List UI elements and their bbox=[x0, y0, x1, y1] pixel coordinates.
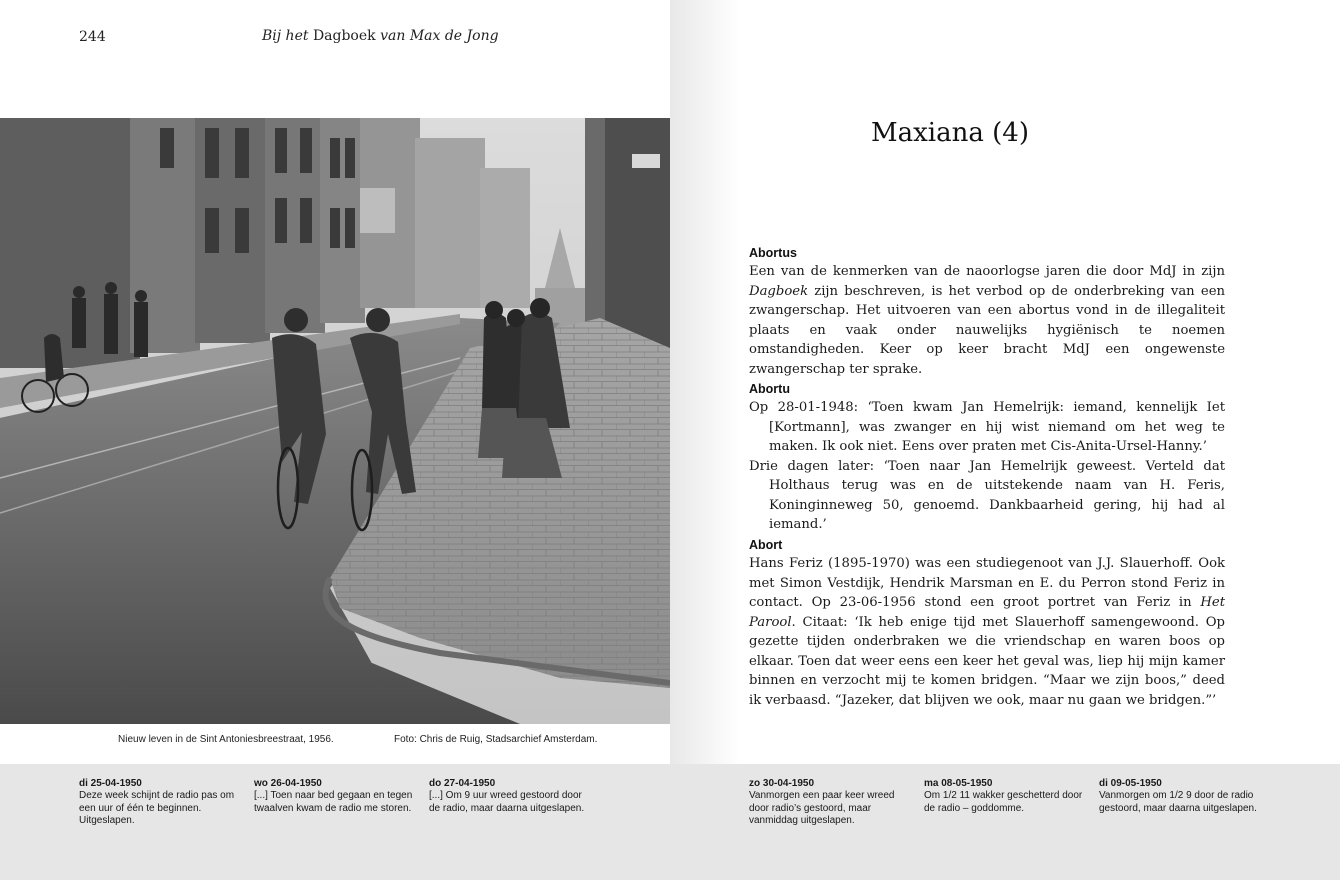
running-head-book-title: Dagboek bbox=[312, 28, 376, 44]
diary-entry bbox=[924, 778, 1086, 815]
diary-date: ma 08-05-1950 bbox=[924, 778, 993, 789]
diary-text: Deze week schijnt de radio pas om een uur of één te beginnen. Uitgeslapen. bbox=[79, 790, 235, 827]
running-head-part3: van Max de Jong bbox=[375, 28, 499, 44]
section-heading: Abortus bbox=[749, 246, 797, 260]
chapter-title: Maxiana (4) bbox=[871, 118, 1029, 148]
section-abortus bbox=[749, 246, 1225, 379]
diary-date: di 09-05-1950 bbox=[1099, 778, 1162, 789]
paragraph-text: Een van de kenmerken van de naoorlogse jaren die door MdJ in zijn bbox=[749, 264, 1225, 279]
section-abort bbox=[749, 538, 1225, 710]
diary-quote: Op 28-01-1948: ‘Toen kwam Jan Hemelrijk: iemand, kennelijk Iet [Kortmann], was zwanger en hij wist niemand om het weg te maken. Ik ook niet. Eens over praten met Cis-Anita-Ursel-Hanny.’ bbox=[749, 400, 1225, 454]
diary-entry bbox=[1099, 778, 1261, 815]
diary-date: zo 30-04-1950 bbox=[749, 778, 815, 789]
diary-entry bbox=[429, 778, 591, 815]
section-heading: Abortu bbox=[749, 382, 790, 396]
diary-text: Vanmorgen om 1/2 9 door de radio gestoord, maar daarna uitgeslapen. bbox=[1099, 790, 1257, 814]
diary-text: [...] Om 9 uur wreed gestoord door de radio, maar daarna uitgeslapen. bbox=[429, 790, 585, 814]
paragraph-text: Hans Feriz (1895-1970) was een studiegenoot van J.J. Slauerhoff. Ook met Simon Vestdijk, Hendrik Marsman en E. du Perron stond Feriz in contact. Op 23-06-1956 stond een groot portret van Feriz in bbox=[749, 556, 1225, 610]
diary-entry bbox=[254, 778, 416, 815]
section-paragraph bbox=[749, 262, 1225, 379]
page-number: 244 bbox=[79, 29, 106, 45]
diary-entry bbox=[749, 778, 911, 828]
diary-text: Om 1/2 11 wakker geschetterd door de radio – goddomme. bbox=[924, 790, 1083, 814]
paragraph-italic: Het Parool bbox=[749, 595, 1225, 630]
diary-entry bbox=[79, 778, 241, 828]
street-photo bbox=[0, 118, 670, 724]
section-paragraph bbox=[749, 554, 1225, 710]
section-abortu bbox=[749, 382, 1225, 535]
diary-text: Vanmorgen een paar keer wreed door radio’s gestoord, maar vanmiddag uitgeslapen. bbox=[749, 790, 895, 827]
running-head bbox=[262, 28, 499, 44]
paragraph-italic: Dagboek bbox=[749, 283, 809, 299]
paragraph-text: . Citaat: ‘Ik heb enige tijd met Slauerhoff samengewoond. Op gezette tijden onderbraken we die vriendschap en waren boos op elkaar. Toen dat weer eens een keer het geval was, liep hij mijn kamer binnen en verzocht mij te komen bridgen. “Maar we zijn boos,” deed ik verbaasd. “Jazeker, dat blijven we ook, maar nu gaan we bridgen.”’ bbox=[749, 614, 1225, 708]
diary-date: di 25-04-1950 bbox=[79, 778, 142, 789]
running-head-part1: Bij het bbox=[262, 28, 313, 44]
paragraph-text: zijn beschreven, is het verbod op de onderbreking van een zwangerschap. Het uitvoeren van een abortus vond in de illegaliteit plaats en vaak onder nauwelijks hygiënisch te noemen omstandigheden. Keer op keer bracht MdJ een ongewenste zwangerschap ter sprake. bbox=[749, 283, 1225, 377]
photo-credit: Foto: Chris de Ruig, Stadsarchief Amsterdam. bbox=[394, 734, 598, 745]
diary-date: do 27-04-1950 bbox=[429, 778, 496, 789]
diary-text: [...] Toen naar bed gegaan en tegen twaalven kwam de radio me storen. bbox=[254, 790, 413, 814]
diary-date: wo 26-04-1950 bbox=[254, 778, 322, 789]
section-heading: Abort bbox=[749, 538, 783, 552]
photo-caption: Nieuw leven in de Sint Antoniesbreestraat, 1956. bbox=[118, 734, 334, 745]
diary-quote: Drie dagen later: ‘Toen naar Jan Hemelrijk geweest. Verteld dat Holthaus terug was en de uitstekende naam van H. Feris, Koninginneweg 50, genoemd. Dankbaarheid gering, hij had al iemand.’ bbox=[749, 458, 1225, 532]
